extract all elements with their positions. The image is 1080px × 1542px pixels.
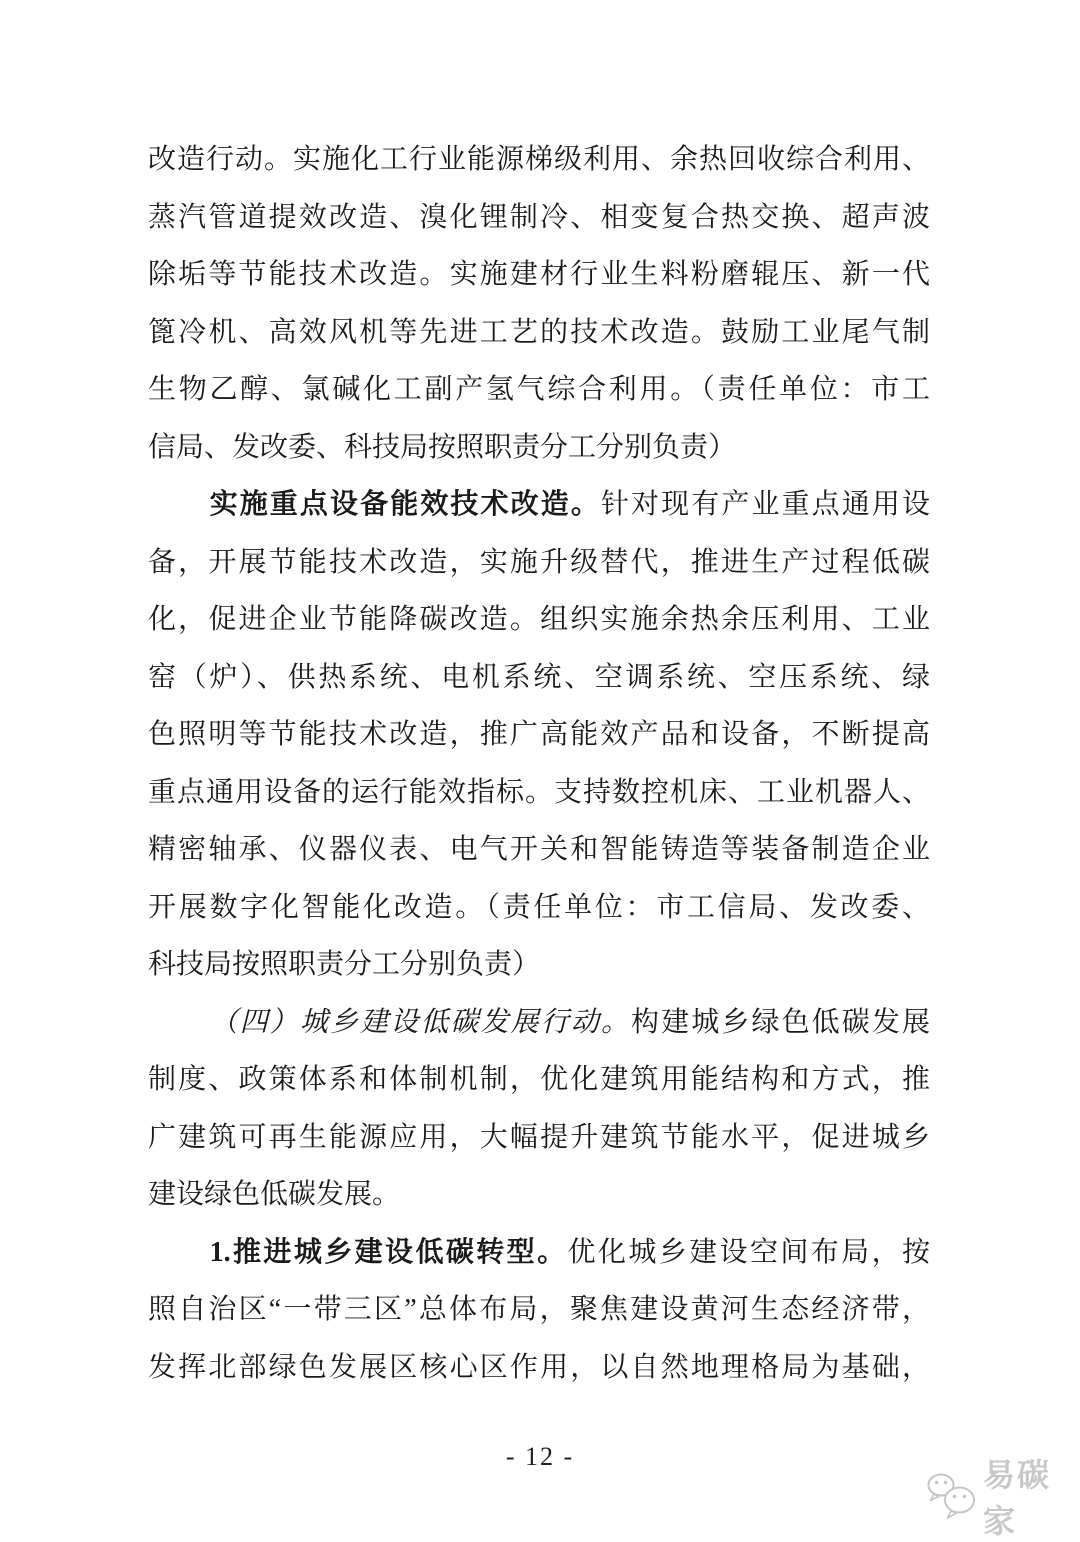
body-text: 窑（炉）、供热系统、电机系统、空调系统、空压系统、绿: [148, 661, 930, 693]
text-line: [148, 1281, 930, 1339]
text-line: [148, 649, 930, 707]
body-text: 科技局按照职责分工分别负责）: [148, 949, 541, 980]
body-text: 信局、发改委、科技局按照职责分工分别负责）: [148, 431, 737, 463]
text-line: [148, 764, 930, 822]
body-text: 篦冷机、高效风机等先进工艺的技术改造。鼓励工业尾气制: [148, 316, 930, 348]
text-line: [148, 419, 930, 477]
body-text: 化，促进企业节能降碳改造。组织实施余热余压利用、工业: [148, 604, 930, 635]
text-line: [148, 706, 930, 764]
text-line: [148, 1166, 930, 1224]
body-text: 备，开展节能技术改造，实施升级替代，推进生产过程低碳: [148, 546, 930, 578]
text-line: [148, 131, 930, 189]
text-line: [148, 1109, 930, 1167]
body-text: 优化城乡建设空间布局，按: [567, 1236, 930, 1268]
text-line: [148, 1339, 930, 1397]
body-text: 生物乙醇、氯碱化工副产氢气综合利用。（责任单位：市工: [148, 374, 930, 405]
body-text: 色照明等节能技术改造，推广高能效产品和设备，不断提高: [148, 719, 930, 750]
body-text: 建设绿色低碳发展。: [148, 1179, 401, 1210]
text-line: [148, 591, 930, 649]
text-line: [148, 1224, 930, 1282]
text-line: [148, 246, 930, 304]
document-body: [148, 131, 930, 1396]
text-line: [148, 189, 930, 247]
watermark-logo: [926, 1450, 1080, 1542]
text-line: [148, 1051, 930, 1109]
body-text: 改造行动。实施化工行业能源梯级利用、余热回收综合利用、: [148, 144, 930, 175]
body-text: 照自治区“一带三区”总体布局，聚焦建设黄河生态经济带，: [148, 1294, 930, 1325]
text-line: [148, 534, 930, 592]
page-number: - 12 -: [505, 1442, 575, 1471]
body-text: 精密轴承、仪器仪表、电气开关和智能铸造等装备制造企业: [148, 834, 930, 865]
body-text: 构建城乡绿色低碳发展: [631, 1006, 930, 1038]
body-text: 蒸汽管道提效改造、溴化锂制冷、相变复合热交换、超声波: [148, 201, 930, 233]
body-text: 开展数字化智能化改造。（责任单位：市工信局、发改委、: [148, 891, 930, 923]
paragraph-lead-bold: 实施重点设备能效技术改造。: [209, 489, 601, 520]
body-text: 广建筑可再生能源应用，大幅提升建筑节能水平，促进城乡: [148, 1121, 930, 1153]
body-text: 制度、政策体系和体制机制，优化建筑用能结构和方式，推: [148, 1064, 930, 1095]
body-text: 发挥北部绿色发展区核心区作用，以自然地理格局为基础，: [148, 1351, 930, 1383]
watermark-label: 易碳家: [983, 1457, 1052, 1539]
body-text: 除垢等节能技术改造。实施建材行业生料粉磨辊压、新一代: [148, 259, 930, 290]
paragraph-lead-kaiti: （四）城乡建设低碳发展行动。: [209, 1006, 632, 1038]
text-line: [148, 304, 930, 362]
body-text: 重点通用设备的运行能效指标。支持数控机床、工业机器人、: [148, 776, 930, 808]
paragraph-lead-bold: 1.推进城乡建设低碳转型。: [209, 1236, 568, 1268]
body-text: 针对现有产业重点通用设: [600, 489, 930, 520]
text-line: [148, 361, 930, 419]
wechat-chat-bubbles-icon: [926, 1471, 978, 1521]
text-line: [148, 476, 930, 534]
text-line: [148, 821, 930, 879]
text-line: [148, 879, 930, 937]
text-line: [148, 994, 930, 1052]
text-line: [148, 936, 930, 994]
